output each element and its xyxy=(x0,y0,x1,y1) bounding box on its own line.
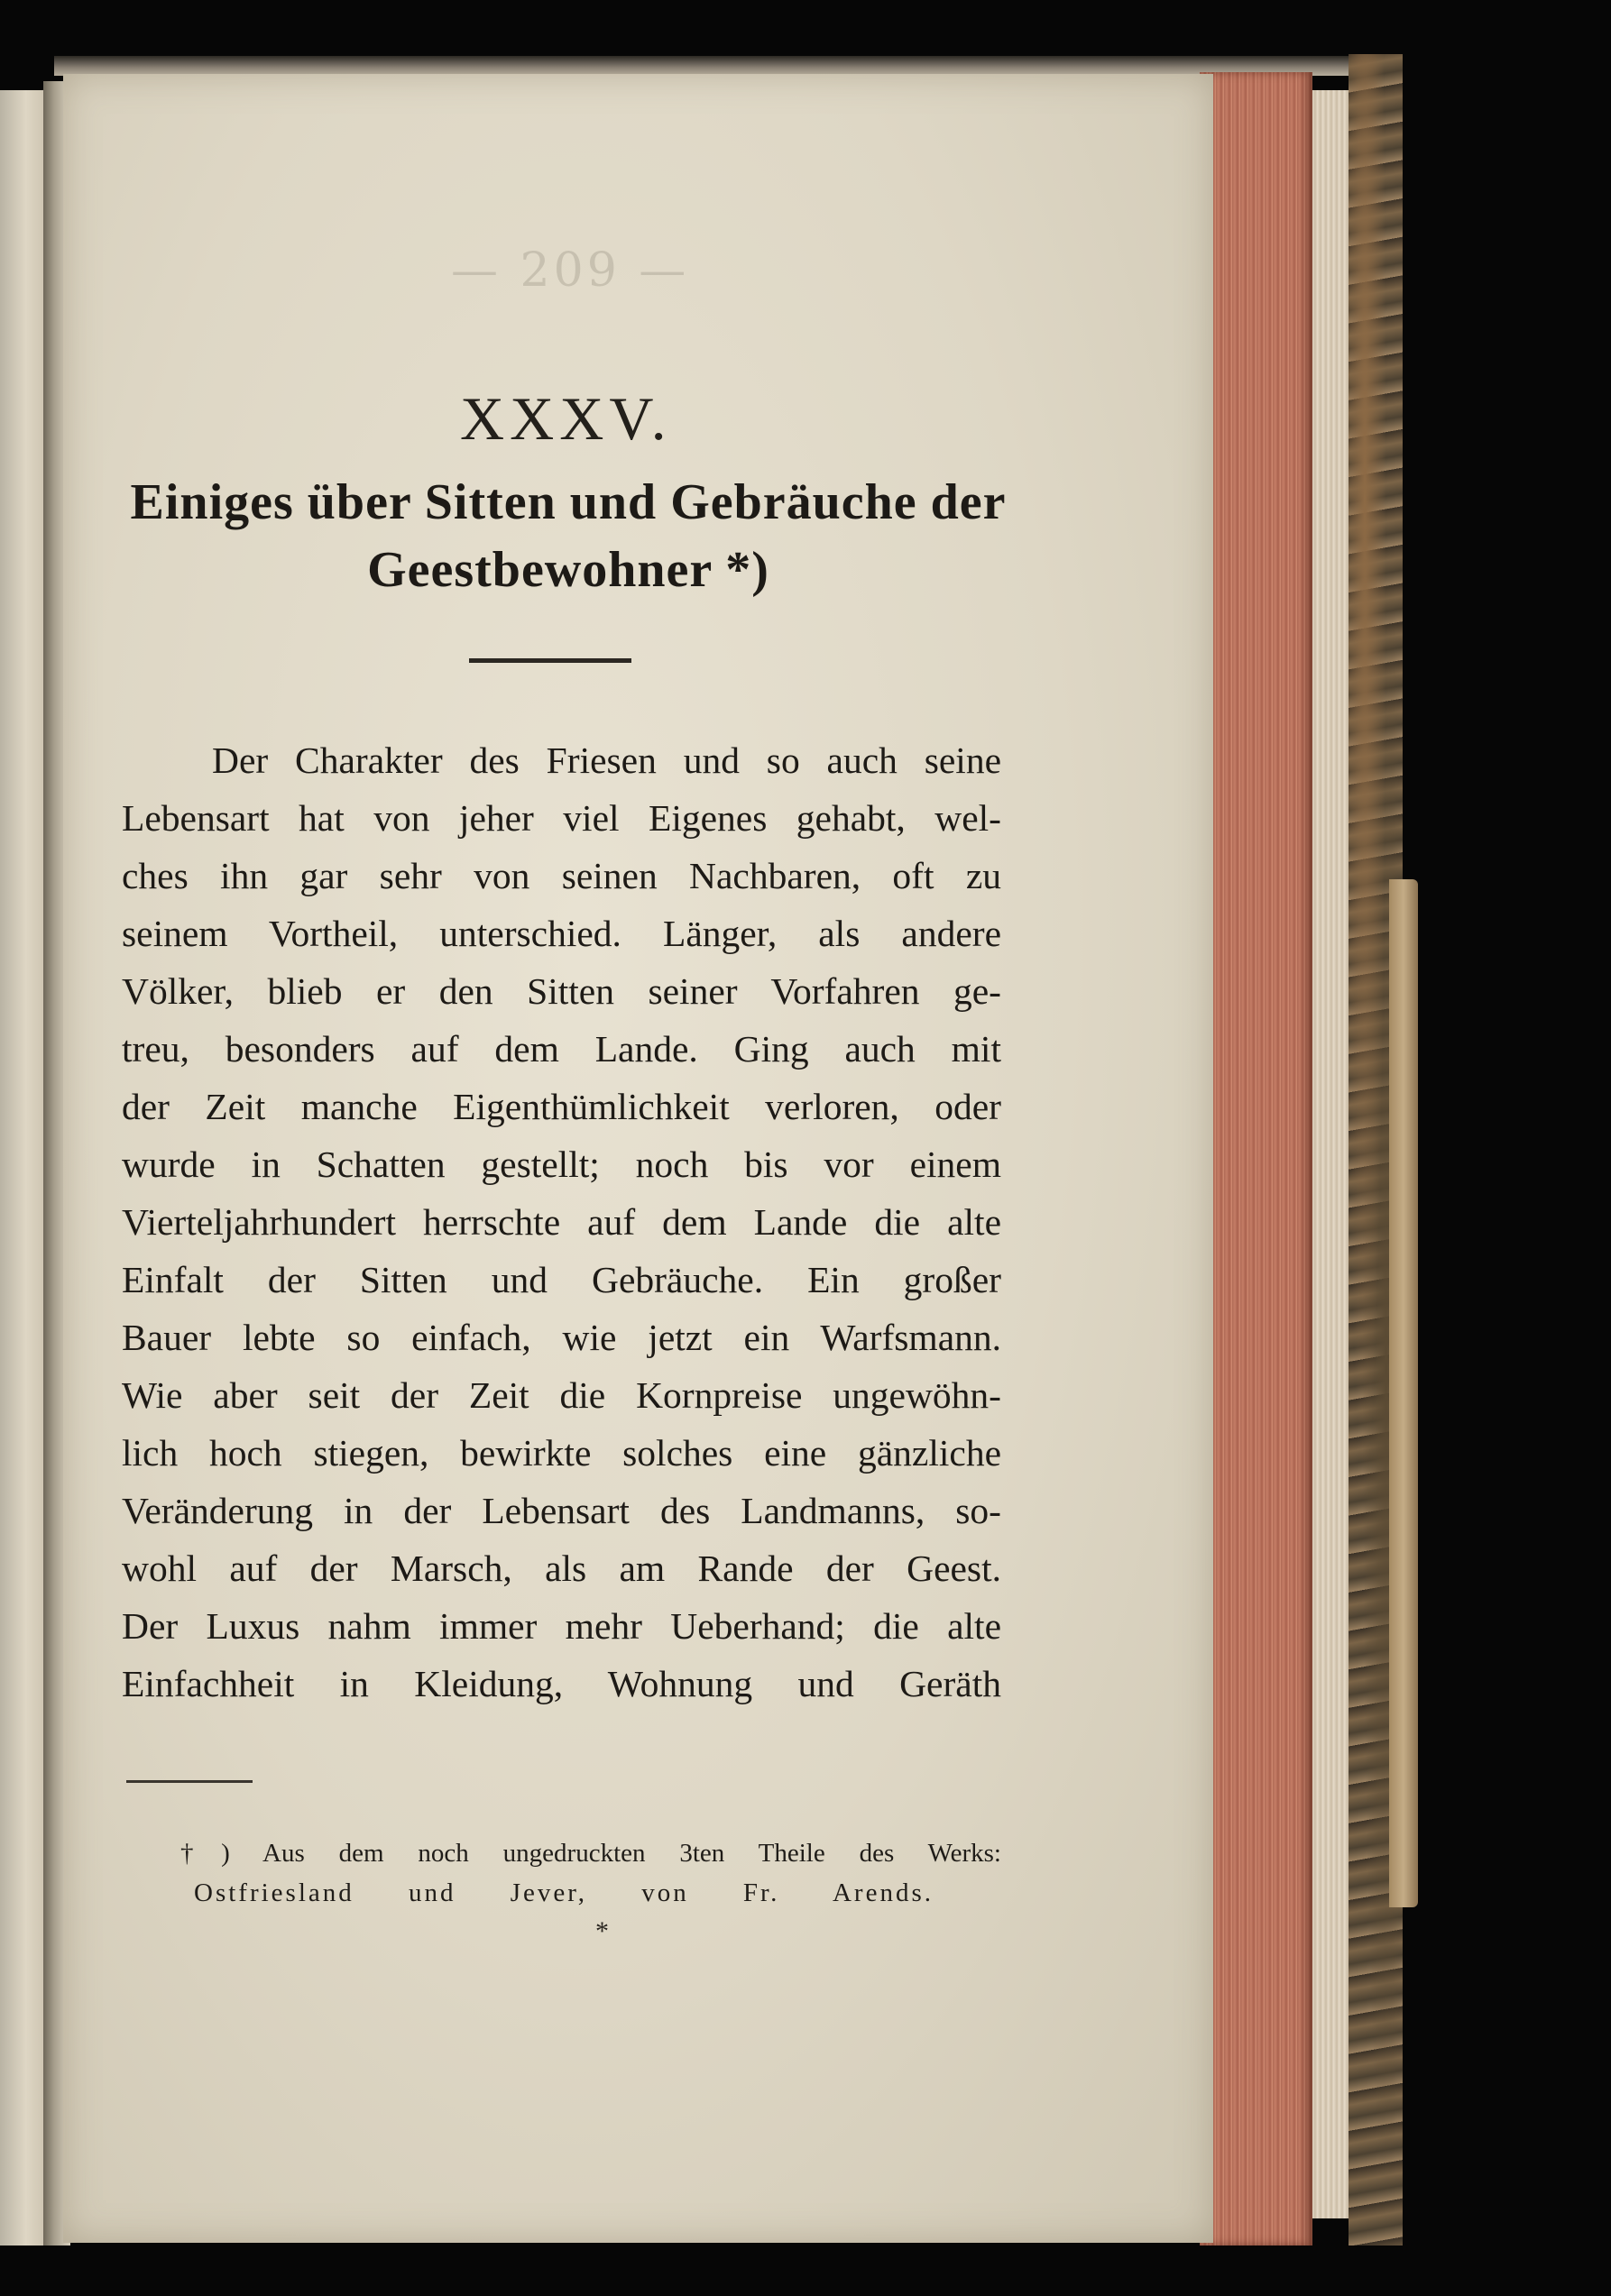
chapter-title-line-1: Einiges über Sitten und Gebräuche der xyxy=(130,474,1007,530)
page-edges-red xyxy=(1200,72,1312,2245)
body-line: Veränderung in der Lebensart des Landmanns, so- xyxy=(122,1490,1001,1531)
body-line: Lebensart hat von jeher viel Eigenes gehabt, wel- xyxy=(122,797,1001,839)
body-line: Völker, blieb er den Sitten seiner Vorfahren ge- xyxy=(122,970,1001,1012)
footnote-line-1: †) Aus dem noch ungedruckten 3ten Theile des Werks: xyxy=(180,1839,1001,1868)
body-line: der Zeit manche Eigenthümlichkeit verloren, oder xyxy=(122,1086,1001,1127)
body-line: lich hoch stiegen, bewirkte solches eine gänzliche xyxy=(122,1432,1001,1474)
footnote-line-2: Ostfriesland und Jever, von Fr. Arends. xyxy=(194,1878,934,1907)
chapter-title-line-2: Geestbewohner *) xyxy=(367,542,769,598)
page-edges-light xyxy=(1312,90,1349,2218)
book-top-edge xyxy=(54,56,1380,76)
body-line: seinem Vortheil, unterschied. Länger, als andere xyxy=(122,913,1001,954)
left-page-edge xyxy=(0,90,46,2245)
body-line: Einfachheit in Kleidung, Wohnung und Geräth xyxy=(122,1663,1001,1704)
body-line: Wie aber seit der Zeit die Kornpreise ungewöhn- xyxy=(122,1374,1001,1416)
bleed-through-page-number: — 209 — xyxy=(451,243,690,298)
chapter-number: XXXV. xyxy=(460,384,672,453)
body-line: Bauer lebte so einfach, wie jetzt ein Warfsmann. xyxy=(122,1317,1001,1358)
body-line: wohl auf der Marsch, als am Rande der Geest. xyxy=(122,1548,1001,1589)
signature-mark: * xyxy=(595,1916,609,1946)
body-line: Der Luxus nahm immer mehr Ueberhand; die alte xyxy=(122,1605,1001,1647)
cover-tab xyxy=(1389,879,1418,1907)
body-line: Vierteljahrhundert herrschte auf dem Lande die alte xyxy=(122,1201,1001,1243)
title-divider xyxy=(469,658,631,663)
body-line: Einfalt der Sitten und Gebräuche. Ein großer xyxy=(122,1259,1001,1300)
footnote-divider xyxy=(126,1780,253,1783)
body-line: wurde in Schatten gestellt; noch bis vor einem xyxy=(122,1143,1001,1185)
body-line: Der Charakter des Friesen und so auch seine xyxy=(212,739,1001,781)
body-line: ches ihn gar sehr von seinen Nachbaren, oft zu xyxy=(122,855,1001,896)
body-line: treu, besonders auf dem Lande. Ging auch mit xyxy=(122,1028,1001,1070)
